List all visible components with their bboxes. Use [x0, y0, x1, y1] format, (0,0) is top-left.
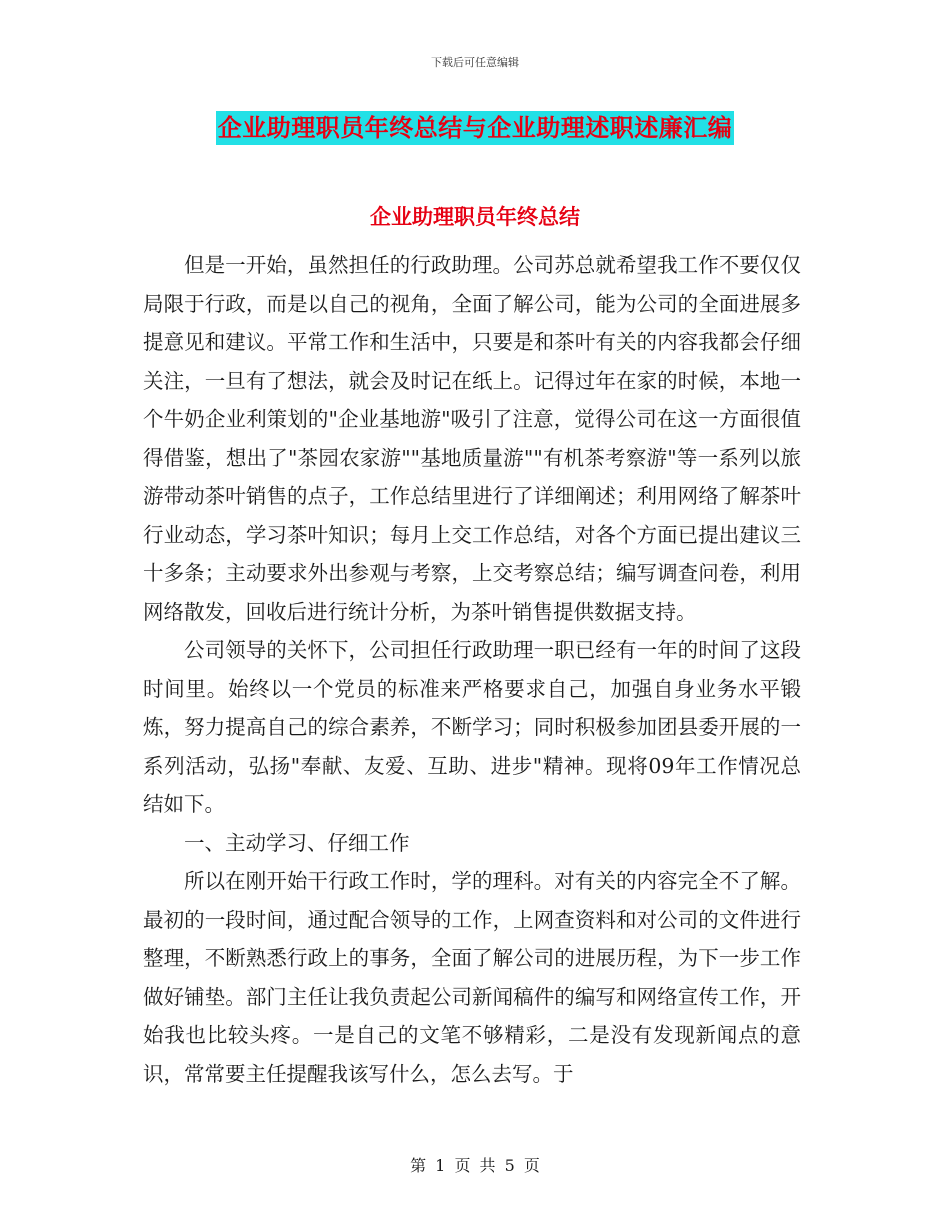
paragraph-2: 公司领导的关怀下，公司担任行政助理一职已经有一年的时间了这段时间里。始终以一个党员的标准来严格要求自己，加强自身业务水平锻炼，努力提高自己的综合素养，不断学习；同时积极参加团县委开展的一系列活动，弘扬"奉献、友爱、互助、进步"精神。现将09年工作情况总结如下。: [143, 638, 801, 816]
paragraph-1: 但是一开始，虽然担任的行政助理。公司苏总就希望我工作不要仅仅局限于行政，而是以自己的视角，全面了解公司，能为公司的全面进展多提意见和建议。平常工作和生活中，只要是和茶叶有关的内容我都会仔细关注，一旦有了想法，就会及时记在纸上。记得过年在家的时候，本地一个牛奶企业利策划的"企业基地游"吸引了注意，觉得公司在这一方面很值得借鉴，想出了"茶园农家游""基地质量游""有机茶考察游"等一系列以旅游带动茶叶销售的点子，工作总结里进行了详细阐述；利用网络了解茶叶行业动态，学习茶叶知识；每月上交工作总结，对各个方面已提出建议三十多条；主动要求外出参观与考察，上交考察总结；编写调查问卷，利用网络散发，回收后进行统计分析，为茶叶销售提供数据支持。: [143, 253, 801, 624]
document-body: [143, 246, 801, 1093]
main-title-container: [0, 111, 950, 145]
document-main-title: 企业助理职员年终总结与企业助理述职述廉汇编: [216, 111, 735, 145]
paragraph-3: 所以在刚开始干行政工作时，学的理科。对有关的内容完全不了解。最初的一段时间，通过配合领导的工作，上网查资料和对公司的文件进行整理，不断熟悉行政上的事务，全面了解公司的进展历程，为下一步工作做好铺垫。部门主任让我负责起公司新闻稿件的编写和网络宣传工作，开始我也比较头疼。一是自己的文笔不够精彩，二是没有发现新闻点的意识，常常要主任提醒我该写什么，怎么去写。于: [143, 869, 801, 1086]
page-footer: 第 1 页 共 5 页: [410, 1156, 540, 1175]
section-heading: 一、主动学习、仔细工作: [184, 830, 410, 855]
section-title: 企业助理职员年终总结: [370, 204, 580, 229]
page-header-note: 下载后可任意编辑: [431, 56, 519, 69]
